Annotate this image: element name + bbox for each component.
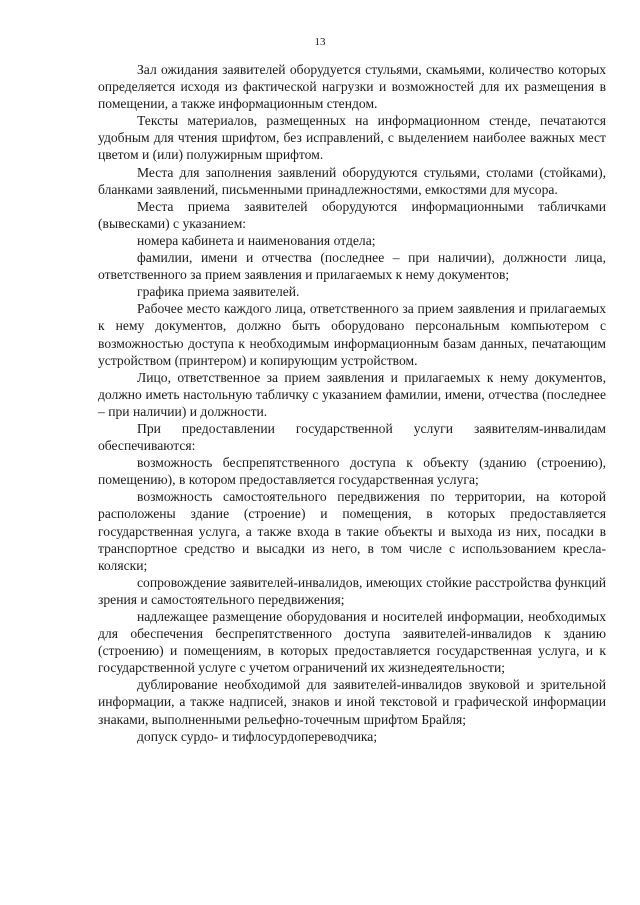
list-item-access: возможность беспрепятственного доступа к объекту (зданию (строению), помещению), в котором предоставляется государственная услуга;: [98, 455, 606, 488]
list-item-sign-interpreter: допуск сурдо- и тифлосурдопереводчика;: [137, 728, 378, 744]
paragraph-nameplate: Лицо, ответственное за прием заявления и прилагаемых к нему документов, должно иметь настольную табличку с указанием фамилии, имени, отчества (последнее – при наличии) и должности.: [98, 369, 606, 419]
list-item-escort: сопровождение заявителей-инвалидов, имеющих стойкие расстройства функций зрения и самостоятельного передвижения;: [98, 574, 606, 607]
list-item-schedule: графика приема заявителей.: [137, 284, 300, 300]
paragraph-workplace: Рабочее место каждого лица, ответственного за прием заявления и прилагаемых к нему документов, должно быть оборудовано персональным компьютером с возможностью доступа к необходимым информационным базам данных, печатающим устройством (принтером) и копирующим устройством.: [98, 301, 606, 368]
document-body: [98, 61, 606, 745]
paragraph-waiting-hall: Зал ожидания заявителей оборудуется стульями, скамьями, количество которых определяется исходя из фактической нагрузки и возможностей для их размещения в помещении, а также информационным стендом.: [98, 62, 606, 112]
list-item-equipment-placement: надлежащее размещение оборудования и носителей информации, необходимых для обеспечения беспрепятственного доступа заявителей-инвалидов к зданию (строению) и помещениям, в которых предоставляется государственная услуга, и к государственной услуге с учетом ограничений их жизнедеятельности;: [98, 609, 606, 676]
paragraph-stand-texts: Тексты материалов, размещенных на информационном стенде, печатаются удобным для чтения шрифтом, без исправлений, с выделением наиболее важных мест цветом и (или) полужирным шрифтом.: [98, 113, 606, 163]
list-item-responsible-person: фамилии, имени и отчества (последнее – при наличии), должности лица, ответственного за прием заявления и прилагаемых к нему документов;: [98, 250, 606, 283]
paragraph-application-places: Места для заполнения заявлений оборудуются стульями, столами (стойками), бланками заявлений, письменными принадлежностями, емкостями для мусора.: [98, 164, 606, 197]
paragraph-reception-places: Места приема заявителей оборудуются информационными табличками (вывесками) с указанием:: [98, 198, 606, 231]
paragraph-disabled-applicants: При предоставлении государственной услуги заявителям-инвалидам обеспечиваются:: [98, 420, 606, 454]
page-number: 13: [314, 36, 326, 48]
list-item-information-duplication: дублирование необходимой для заявителей-инвалидов звуковой и зрительной информации, а также надписей, знаков и иной текстовой и графической информации знаками, выполненными рельефно-точечным шрифтом Брайля;: [98, 677, 606, 727]
list-item-movement: возможность самостоятельного передвижения по территории, на которой расположены здание (строение) и помещения, в которых предоставляется государственная услуга, а также входа в такие объекты и выхода из них, посадки в транспортное средство и высадки из него, в том числе с использованием кресла-коляски;: [98, 489, 606, 573]
list-item-room-number: номера кабинета и наименования отдела;: [137, 232, 376, 248]
